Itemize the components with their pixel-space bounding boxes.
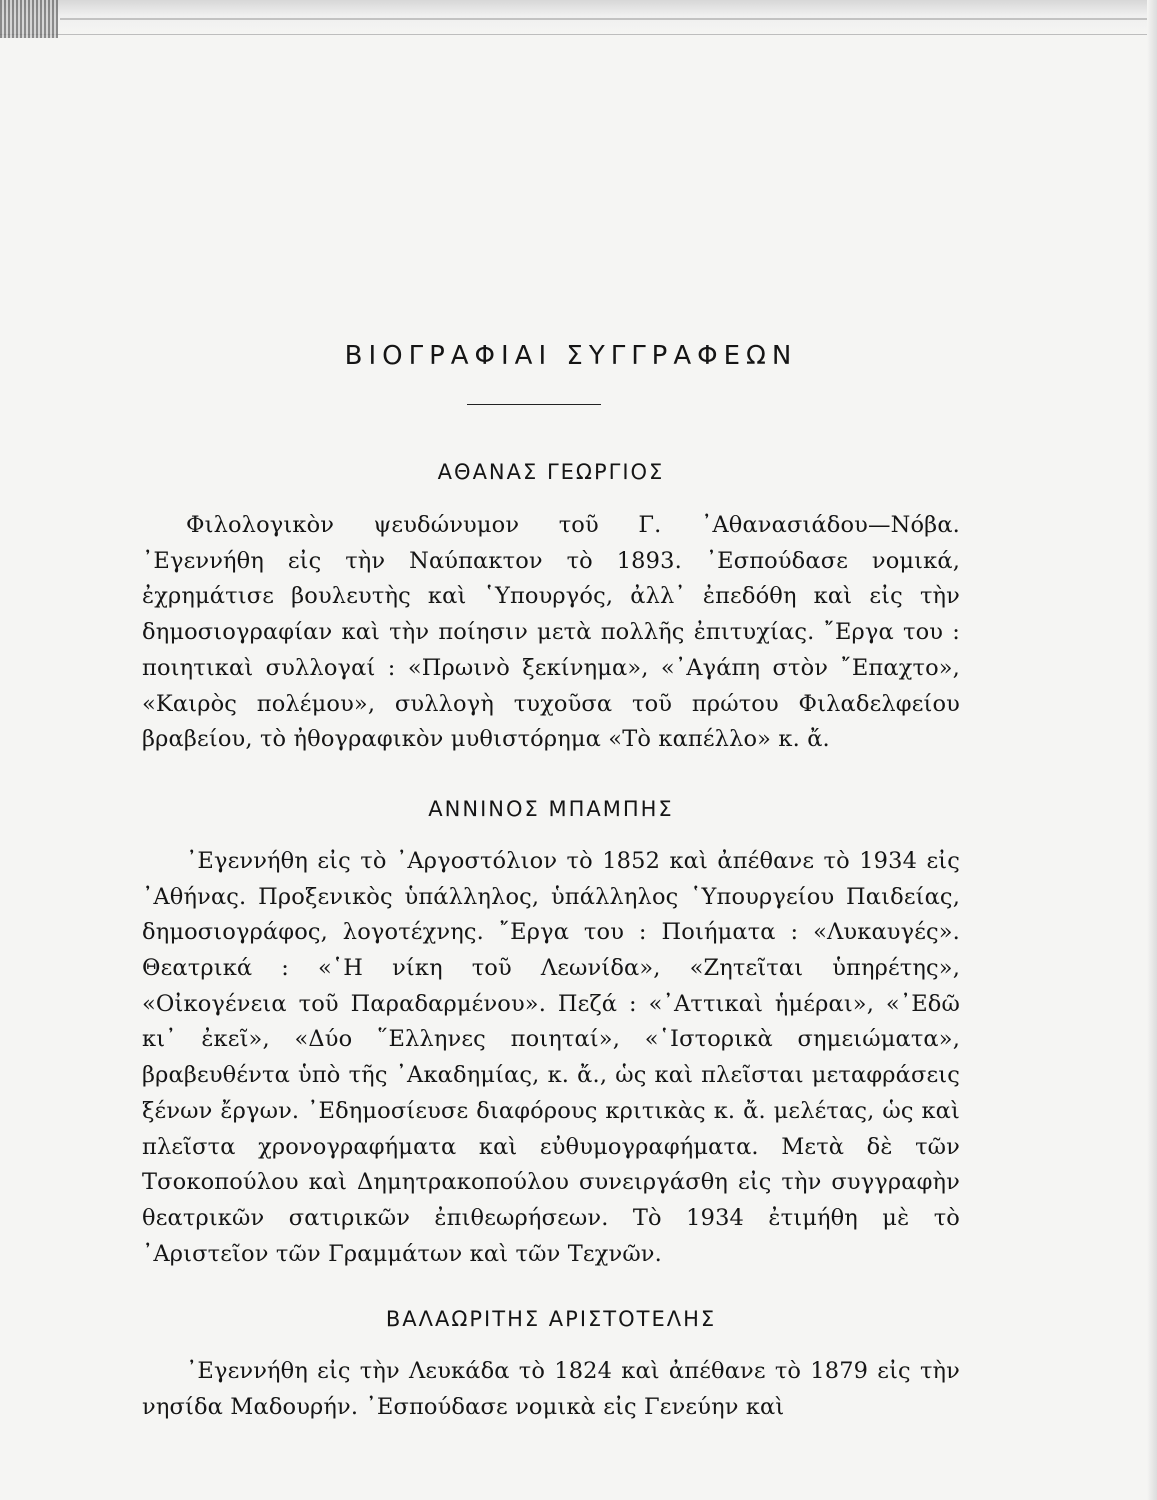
binding-mark [0, 0, 58, 38]
page-top-rule [60, 18, 1157, 20]
author-name: ΑΘΑΝΑΣ ΓΕΩΡΓΙΟΣ [437, 460, 665, 484]
author-biography: ᾿Εγεννήθη εἰς τὴν Λευκάδα τὸ 1824 καὶ ἀπέθανε τὸ 1879 εἰς τὴν νησίδα Μαδουρήν. ᾿Εσπούδασε νομικὰ εἰς Γενεύην καὶ [142, 1358, 960, 1421]
author-name: ΒΑΛΑΩΡΙΤΗΣ ΑΡΙΣΤΟΤΕΛΗΣ [385, 1307, 717, 1332]
author-entry [142, 457, 960, 758]
page-title: ΒΙΟΓΡΑΦΙΑΙ ΣΥΓΓΡΑΦΕΩΝ [344, 341, 798, 371]
page-content [142, 336, 960, 1426]
title-divider [467, 404, 601, 405]
author-biography: Φιλολογικὸν ψευδώνυμον τοῦ Γ. ᾿Αθανασιάδου—Νόβα. ᾿Εγεννήθη εἰς τὴν Ναύπακτον τὸ 1893. ᾿Εσπούδασε νομικά, ἐχρημάτισε βουλευτὴς καὶ ῾Υπουργός, ἀλλ᾿ ἐπεδόθη καὶ εἰς τὴν δημοσιογραφίαν καὶ τὴν ποίησιν μετὰ πολλῆς ἐπιτυχίας. ῎Εργα του : ποιητικαὶ συλλογαί : «Πρωινὸ ξεκίνημα», «᾿Αγάπη στὸν ῎Επαχτο», «Καιρὸς πολέμου», συλλογὴ τυχοῦσα τοῦ πρώτου Φιλαδελφείου βραβείου, τὸ ἠθογραφικὸν μυθιστόρημα «Τὸ καπέλλο» κ. ἄ. [142, 512, 960, 753]
author-name: ΑΝΝΙΝΟΣ ΜΠΑΜΠΗΣ [428, 796, 674, 821]
page-right-edge [1147, 0, 1157, 1500]
author-entry [142, 1304, 960, 1425]
author-biography: ᾿Εγεννήθη εἰς τὸ ᾿Αργοστόλιον τὸ 1852 καὶ ἀπέθανε τὸ 1934 εἰς ᾿Αθήνας. Προξενικὸς ὑπάλληλος, ὑπάλληλος ῾Υπουργείου Παιδείας, δημοσιογράφος, λογοτέχνης. ῎Εργα του : Ποιήματα : «Λυκαυγές». Θεατρικά : «῾Η νίκη τοῦ Λεωνίδα», «Ζητεῖται ὑπηρέτης», «Οἰκογένεια τοῦ Παραδαρμένου». Πεζά : «᾿Αττικαὶ ἡμέραι», «᾿Εδῶ κι᾿ ἐκεῖ», «Δύο ῞Ελληνες ποιηταί», «῾Ιστορικὰ σημειώματα», βραβευθέντα ὑπὸ τῆς ᾿Ακαδημίας, κ. ἄ., ὡς καὶ πλεῖσται μεταφράσεις ξένων ἔργων. ᾿Εδημοσίευσε διαφόρους κριτικὰς κ. ἄ. μελέτας, ὡς καὶ πλεῖστα χρονογραφήματα καὶ εὐθυμογραφήματα. Μετὰ δὲ τῶν Τσοκοπούλου καὶ Δημητρακοπούλου συνειργάσθη εἰς τὴν συγγραφὴν θεατρικῶν σατιρικῶν ἐπιθεωρήσεων. Τὸ 1934 ἐτιμήθη μὲ τὸ ᾿Αριστεῖον τῶν Γραμμάτων καὶ τῶν Τεχνῶν. [142, 847, 960, 1267]
author-entry [142, 794, 960, 1272]
